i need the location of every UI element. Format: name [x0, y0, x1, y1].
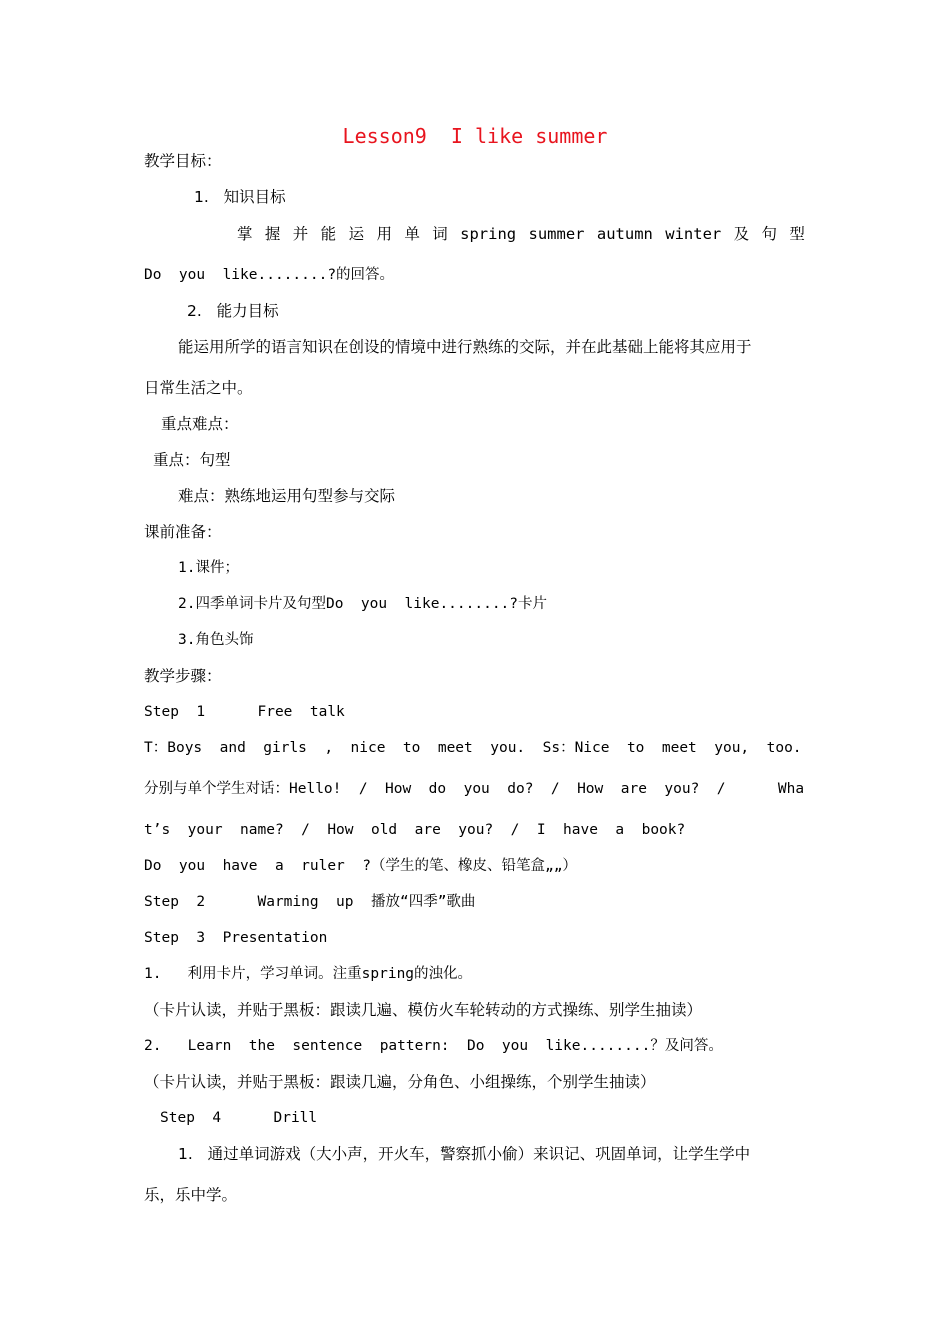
step-4-item-1-cont: 乐，乐中学。: [144, 1186, 238, 1204]
word-token: 并: [292, 225, 309, 243]
word-token: 句: [761, 225, 778, 243]
lesson-title: Lesson9 I like summer: [342, 124, 608, 148]
ability-goal-text-cont: 日常生活之中。: [144, 379, 253, 397]
word-token: autumn: [596, 225, 653, 243]
step-3-item-1-note: （卡片认读，并贴于黑板：跟读几遍、模仿火车轮转动的方式操练、别学生抽读）: [144, 1001, 703, 1019]
step-1-dialogue: T：Boys and girls , nice to meet you. Ss：Nice to meet you, too.: [144, 740, 802, 756]
step-1-question: Do you have a ruler ?（学生的笔、橡皮、铅笔盒„„）: [144, 858, 577, 874]
step-4-heading: Step 4 Drill: [160, 1110, 318, 1126]
goal-2-ability: 2. 能力目标: [187, 302, 279, 320]
word-token: 及: [733, 225, 750, 243]
heading-teaching-goals: 教学目标：: [144, 152, 222, 170]
word-token: 运: [348, 225, 365, 243]
word-token: 用: [376, 225, 392, 243]
step-3-item-2-note: （卡片认读，并贴于黑板：跟读几遍，分角色、小组操练，个别学生抽读）: [144, 1073, 656, 1091]
step-4-item-1: 1. 通过单词游戏（大小声，开火车，警察抓小偷）来识记、巩固单词，让学生学中: [178, 1145, 751, 1163]
word-token: spring: [460, 225, 517, 243]
step-1-individual-talk: 分别与单个学生对话：Hello! / How do you do? / How are you? / Wha: [144, 781, 805, 797]
word-token: winter: [665, 225, 722, 243]
prep-item-1: 1.课件；: [178, 560, 239, 576]
step-3-heading: Step 3 Presentation: [144, 930, 328, 946]
heading-key-points: 重点难点：: [161, 415, 239, 433]
word-token: summer: [528, 225, 585, 243]
heading-steps: 教学步骤：: [144, 667, 222, 685]
word-token: 握: [264, 225, 281, 243]
step-3-item-1: 1. 利用卡片，学习单词。注重spring的浊化。: [144, 966, 473, 982]
word-token: 型: [789, 225, 805, 243]
word-token: 单: [404, 225, 420, 243]
difficult-point: 难点：熟练地运用句型参与交际: [178, 487, 396, 505]
step-1-individual-talk-cont: t’s your name? / How old are you? / I have a book?: [144, 822, 686, 838]
step-3-item-2: 2. Learn the sentence pattern: Do you like........？及问答。: [144, 1038, 723, 1054]
word-token: 掌: [237, 225, 253, 243]
step-2-heading: Step 2 Warming up 播放“四季”歌曲: [144, 894, 476, 910]
prep-item-3: 3.角色头饰: [178, 632, 254, 648]
word-token: 能: [320, 225, 337, 243]
step-1-heading: Step 1 Free talk: [144, 704, 345, 720]
goal-1-knowledge: 1. 知识目标: [194, 188, 286, 206]
knowledge-goal-pattern: Do you like........?的回答。: [144, 267, 395, 283]
ability-goal-text: 能运用所学的语言知识在创设的情境中进行熟练的交际，并在此基础上能将其应用于: [178, 338, 752, 356]
key-point: 重点：句型: [153, 451, 231, 469]
heading-preparation: 课前准备：: [144, 523, 222, 541]
prep-item-2: 2.四季单词卡片及句型Do you like........?卡片: [178, 596, 548, 612]
knowledge-goal-words: [237, 224, 805, 244]
word-token: 词: [432, 225, 448, 243]
